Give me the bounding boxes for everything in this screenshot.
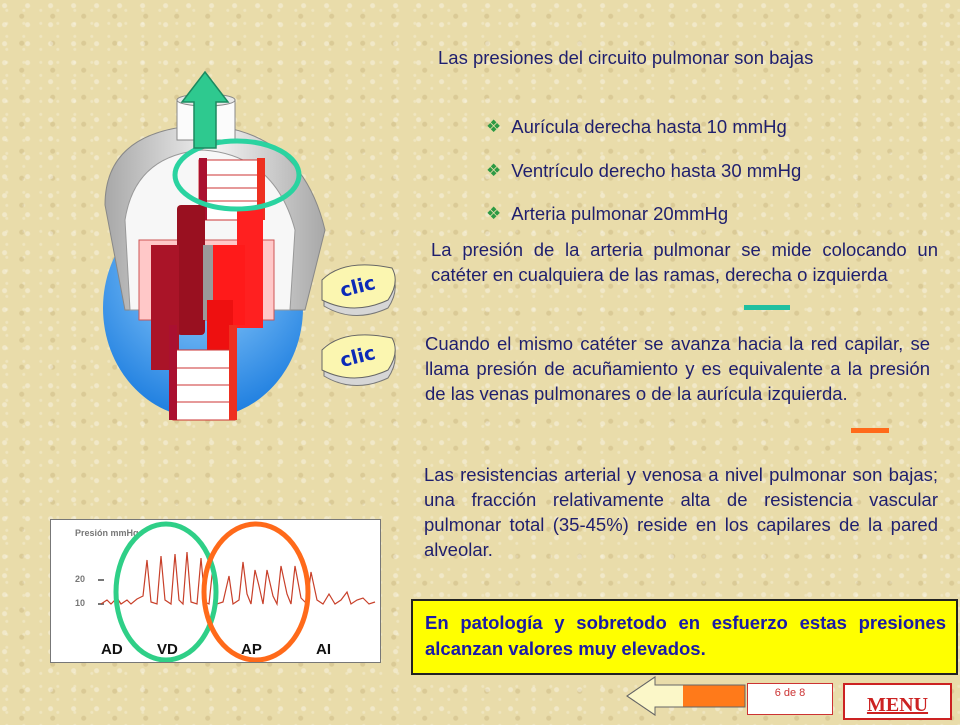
paragraph-resistencias: Las resistencias arterial y venosa a nivel pulmonar son bajas; una fracción relativamente alta de resistencia vascular pulmonar total (35-45%) reside en los capilares de la pared alveolar. [424, 464, 938, 560]
page-indicator: 6 de 8 [747, 683, 833, 715]
graph-xlabel-vd: VD [157, 641, 178, 658]
clic-label: clic [337, 342, 378, 372]
up-arrow-icon [180, 70, 230, 150]
graph-tick: 20 [75, 574, 86, 584]
highlight-note-box [411, 599, 958, 675]
diamond-bullet-icon: ❖ [486, 204, 502, 223]
graph-tick: 10 [75, 598, 86, 608]
graph-xlabel-ad: AD [101, 641, 123, 658]
bullet-text: Aurícula derecha hasta 10 mmHg [511, 116, 787, 137]
clic-button-arteria[interactable] [314, 262, 400, 324]
highlight-note-text: En patología y sobretodo en esfuerzo estas presiones alcanzan valores muy elevados. [425, 612, 946, 659]
paragraph-acunamiento: Cuando el mismo catéter se avanza hacia la red capilar, se llama presión de acuñamiento y es equivalente a la presión de las venas pulmonares o de la aurícula izquierda. [425, 333, 930, 404]
previous-page-button[interactable] [625, 675, 755, 717]
menu-button[interactable]: MENU [843, 683, 952, 720]
paragraph-arteria: La presión de la arteria pulmonar se mide colocando un catéter en cualquiera de las ramas, derecha o izquierda [431, 239, 938, 285]
diamond-bullet-icon: ❖ [486, 161, 502, 180]
clic-label: clic [337, 272, 378, 302]
page-heading: Las presiones del circuito pulmonar son bajas [438, 47, 814, 68]
arteria-color-line [744, 305, 790, 310]
bullet-item [486, 160, 801, 182]
bullet-item [486, 203, 728, 225]
graph-ylabel: Presión mmHg [75, 528, 139, 538]
diamond-bullet-icon: ❖ [486, 117, 502, 136]
bullet-item [486, 116, 787, 138]
bullet-text: Arteria pulmonar 20mmHg [511, 203, 729, 224]
graph-xlabel-ap: AP [241, 641, 262, 658]
bullet-text: Ventrículo derecho hasta 30 mmHg [511, 160, 802, 181]
graph-xlabel-ai: AI [316, 641, 331, 658]
acunamiento-color-line [851, 428, 889, 433]
clic-button-acunamiento[interactable] [314, 332, 400, 394]
left-arrow-icon [625, 675, 755, 717]
pressure-tracing-graph [50, 519, 381, 663]
